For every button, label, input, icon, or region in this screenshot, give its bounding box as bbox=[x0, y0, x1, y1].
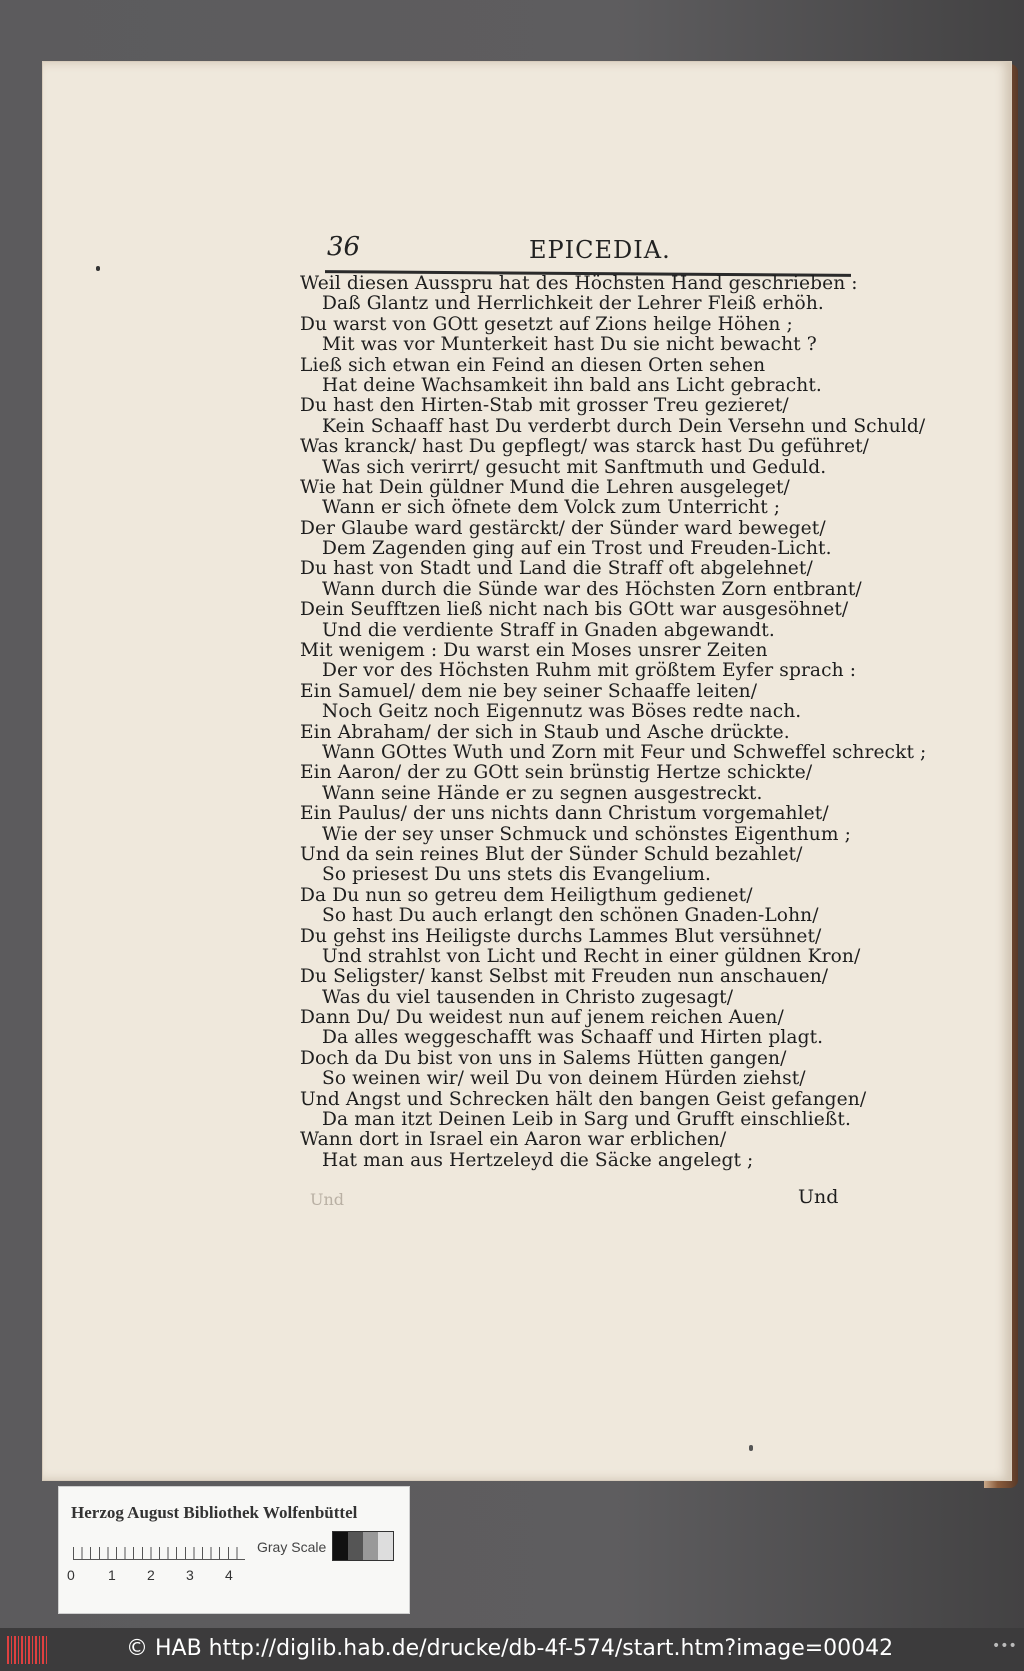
poem-line: Was sich verirrt/ gesucht mit Sanftmuth und Geduld. bbox=[322, 456, 827, 478]
poem-line: Ließ sich etwan ein Feind an diesen Orten sehen bbox=[300, 354, 766, 376]
poem-line: Und Angst und Schrecken hält den bangen Geist gefangen/ bbox=[300, 1088, 867, 1110]
poem-line: Wann seine Hände er zu segnen ausgestreckt. bbox=[322, 782, 763, 804]
poem-line: Hat man aus Hertzeleyd die Säcke angelegt ; bbox=[322, 1149, 754, 1171]
poem-line: Mit wenigem : Du warst ein Moses unsrer Zeiten bbox=[300, 640, 768, 662]
poem-line: Und strahlst von Licht und Recht in einer güldnen Kron/ bbox=[322, 945, 861, 967]
poem-line: So weinen wir/ weil Du von deinem Hürden ziehst/ bbox=[322, 1068, 806, 1090]
scale-ruler bbox=[73, 1537, 245, 1560]
poem-line: Hat deine Wachsamkeit ihn bald ans Licht gebracht. bbox=[322, 374, 822, 396]
poem-line: Wie der sey unser Schmuck und schönstes Eigenthum ; bbox=[322, 823, 851, 845]
poem-line: Mit was vor Munterkeit hast Du sie nicht bewacht ? bbox=[322, 334, 817, 356]
poem-line: So priesest Du uns stets dis Evangelium. bbox=[322, 864, 711, 886]
poem-line: So hast Du auch erlangt den schönen Gnaden-Lohn/ bbox=[322, 905, 819, 927]
faint-show-through-text: Und bbox=[310, 1190, 345, 1209]
poem-line: Und die verdiente Straff in Gnaden abgewandt. bbox=[322, 619, 775, 641]
catchword: Und bbox=[798, 1186, 839, 1208]
poem-line: Du gehst ins Heiligste durchs Lammes Blut versühnet/ bbox=[300, 925, 822, 947]
more-icon[interactable]: ••• bbox=[992, 1638, 1017, 1654]
poem-line: Da alles weggeschafft was Schaaff und Hirten plagt. bbox=[322, 1027, 824, 1049]
gray-swatch-patch bbox=[363, 1532, 378, 1560]
poem-line: Dem Zagenden ging auf ein Trost und Freuden-Licht. bbox=[322, 538, 832, 560]
copyright-url[interactable]: © HAB http://diglib.hab.de/drucke/db-4f-574/start.htm?image=00042 bbox=[126, 1636, 894, 1661]
page-number: 36 bbox=[327, 232, 361, 262]
gray-scale-swatch bbox=[332, 1531, 394, 1561]
ruler-number: 4 bbox=[225, 1567, 233, 1583]
ruler-number: 0 bbox=[67, 1567, 75, 1583]
poem-line: Du hast von Stadt und Land die Straff oft abgelehnet/ bbox=[300, 558, 813, 580]
poem-line: Ein Abraham/ der sich in Staub und Asche drückte. bbox=[300, 721, 790, 743]
poem-line: Wie hat Dein güldner Mund die Lehren ausgeleget/ bbox=[300, 476, 790, 498]
poem-line: Da Du nun so getreu dem Heiligthum gedienet/ bbox=[300, 884, 753, 906]
poem-line: Du Seligster/ kanst Selbst mit Freuden nun anschauen/ bbox=[300, 966, 829, 988]
ink-speck bbox=[749, 1445, 753, 1451]
poem-line: Du warst von GOtt gesetzt auf Zions heilge Höhen ; bbox=[300, 313, 793, 335]
poem-line: Ein Aaron/ der zu GOtt sein brünstig Hertze schickte/ bbox=[300, 762, 813, 784]
poem-line: Weil diesen Ausspru hat des Höchsten Hand geschrieben : bbox=[300, 273, 858, 294]
poem-line: Was du viel tausenden in Christo zugesagt/ bbox=[322, 986, 734, 1008]
ruler-number: 2 bbox=[147, 1567, 155, 1583]
library-color-card bbox=[58, 1486, 410, 1614]
gray-swatch-patch bbox=[333, 1532, 348, 1560]
ink-speck bbox=[96, 266, 100, 271]
poem-line: Ein Paulus/ der uns nichts dann Christum vorgemahlet/ bbox=[300, 803, 829, 825]
poem-line: Daß Glantz und Herrlichkeit der Lehrer Fleiß erhöh. bbox=[322, 293, 824, 315]
poem-line: Ein Samuel/ dem nie bey seiner Schaaffe leiten/ bbox=[300, 680, 758, 702]
poem-line: Kein Schaaff hast Du verderbt durch Dein Versehn und Schuld/ bbox=[322, 415, 926, 437]
gray-swatch-patch bbox=[378, 1532, 393, 1560]
poem-line: Wann GOttes Wuth und Zorn mit Feur und Schweffel schreckt ; bbox=[322, 741, 927, 763]
poem-line: Noch Geitz noch Eigennutz was Böses redte nach. bbox=[322, 701, 802, 723]
poem-line: Was kranck/ hast Du gepflegt/ was starck hast Du geführet/ bbox=[300, 436, 870, 458]
gray-swatch-patch bbox=[348, 1532, 363, 1560]
poem-line: Wann er sich öfnete dem Volck zum Unterricht ; bbox=[322, 497, 781, 519]
page-header bbox=[325, 232, 855, 266]
ruler-number: 3 bbox=[186, 1567, 194, 1583]
poem-line: Da man itzt Deinen Leib in Sarg und Grufft einschließt. bbox=[322, 1109, 851, 1131]
poem-text bbox=[300, 273, 927, 1171]
library-name: Herzog August Bibliothek Wolfenbüttel bbox=[71, 1503, 358, 1522]
ruler-number: 1 bbox=[108, 1567, 116, 1583]
poem-line: Du hast den Hirten-Stab mit grosser Treu gezieret/ bbox=[300, 395, 789, 417]
barcode-icon bbox=[7, 1636, 47, 1664]
poem-line: Der vor des Höchsten Ruhm mit größtem Eyfer sprach : bbox=[322, 660, 857, 682]
gray-scale-label: Gray Scale bbox=[257, 1539, 327, 1555]
footer-bar bbox=[0, 1628, 1024, 1671]
running-title: EPICEDIA. bbox=[529, 236, 671, 264]
poem-line: Wann durch die Sünde war des Höchsten Zorn entbrant/ bbox=[322, 578, 862, 600]
poem-line: Und da sein reines Blut der Sünder Schuld bezahlet/ bbox=[300, 843, 803, 865]
poem-line: Dann Du/ Du weidest nun auf jenem reichen Auen/ bbox=[300, 1007, 784, 1029]
poem-line: Doch da Du bist von uns in Salems Hütten gangen/ bbox=[300, 1047, 787, 1069]
poem-line: Der Glaube ward gestärckt/ der Sünder ward beweget/ bbox=[300, 517, 826, 539]
poem-line: Dein Seufftzen ließ nicht nach bis GOtt war ausgesöhnet/ bbox=[300, 599, 849, 621]
poem-line: Wann dort in Israel ein Aaron war erblichen/ bbox=[300, 1129, 727, 1151]
